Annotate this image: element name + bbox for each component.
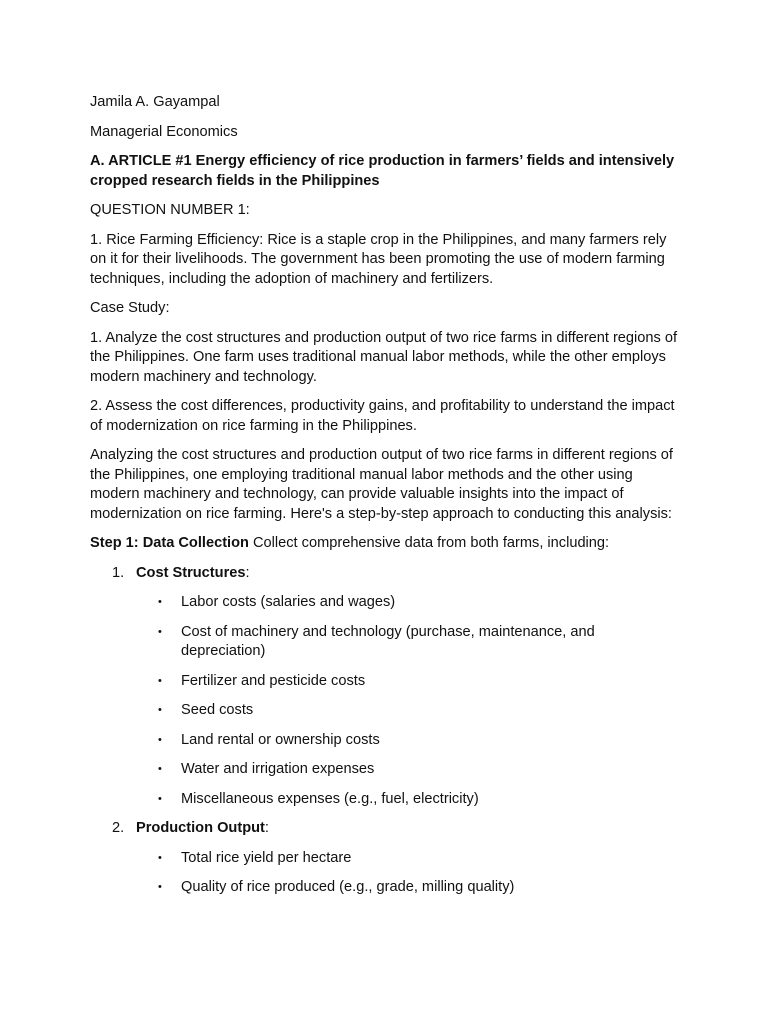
section-title-suffix: : — [264, 820, 269, 836]
list-item — [136, 878, 682, 898]
list-item — [136, 731, 682, 751]
bullet-icon: • — [158, 674, 162, 687]
bullet-icon: • — [158, 881, 162, 893]
list-item-text: Miscellaneous expenses (e.g., fuel, electricity) — [181, 790, 479, 807]
step-1-label: Step 1: Data Collection — [90, 535, 249, 551]
section-title: Production Output — [136, 820, 265, 836]
list-item-text: Water and irrigation expenses — [181, 761, 375, 777]
question-heading: QUESTION NUMBER 1: — [90, 202, 250, 218]
list-item — [136, 849, 682, 869]
section-title-suffix: : — [245, 564, 250, 581]
list-item-text: Cost of machinery and technology (purchase, maintenance, and depreciation) — [181, 623, 595, 659]
author-name: Jamila A. Gayampal — [90, 94, 220, 110]
list-item — [136, 701, 682, 721]
step-1-paragraph — [90, 534, 682, 554]
list-item-text: Quality of rice produced (e.g., grade, milling quality) — [181, 879, 515, 895]
section-cost-structures — [90, 564, 682, 810]
list-item-text: Labor costs (salaries and wages) — [181, 594, 396, 610]
list-item — [136, 593, 682, 613]
case-item-2: 2. Assess the cost differences, productivity gains, and profitability to understand the impact of modernization on rice farming in the Philippines. — [90, 398, 675, 434]
bullet-icon: • — [158, 733, 162, 746]
list-item-text: Seed costs — [181, 702, 254, 718]
section-production-output — [90, 819, 682, 898]
list-item — [136, 672, 682, 692]
analysis-paragraph: Analyzing the cost structures and production output of two rice farms in different regions of the Philippines, one employing traditional manual labor methods and the other using modern machinery and technology, can provide valuable insights into the impact of modernization on rice farming. Here's a step-by-step approach to conducting this analysis: — [90, 447, 673, 522]
list-item-text: Total rice yield per hectare — [181, 849, 352, 866]
list-item — [136, 790, 682, 810]
section-number: 2. — [112, 820, 125, 836]
list-item-text: Land rental or ownership costs — [181, 731, 380, 748]
list-item — [136, 623, 682, 662]
data-collection-list — [90, 564, 682, 898]
step-1-text: Collect comprehensive data from both farms, including: — [248, 535, 610, 551]
bullet-icon: • — [158, 704, 162, 716]
question-1-paragraph: 1. Rice Farming Efficiency: Rice is a staple crop in the Philippines, and many farmers rely on it for their livelihoods. The government has been promoting the use of modern farming techniques, including the adoption of machinery and fertilizers. — [90, 231, 667, 287]
case-study-label: Case Study: — [90, 300, 170, 316]
bullet-icon: • — [158, 596, 162, 608]
section-title: Cost Structures — [136, 564, 246, 581]
bullet-icon: • — [158, 792, 162, 805]
bullet-icon: • — [158, 763, 162, 775]
list-item-text: Fertilizer and pesticide costs — [181, 672, 366, 689]
list-item — [136, 760, 682, 780]
bullet-icon: • — [158, 851, 162, 864]
section-number: 1. — [112, 564, 125, 581]
bullet-icon: • — [158, 625, 162, 638]
course-name: Managerial Economics — [90, 123, 238, 140]
case-item-1: 1. Analyze the cost structures and production output of two rice farms in different regions of the Philippines. One farm uses traditional manual labor methods, while the other employs modern machinery and technology. — [90, 329, 678, 385]
production-output-list — [136, 849, 682, 898]
article-title: A. ARTICLE #1 Energy efficiency of rice production in farmers’ fields and intensively cropped research fields in the Philippines — [90, 153, 675, 189]
cost-structures-list — [136, 593, 682, 809]
